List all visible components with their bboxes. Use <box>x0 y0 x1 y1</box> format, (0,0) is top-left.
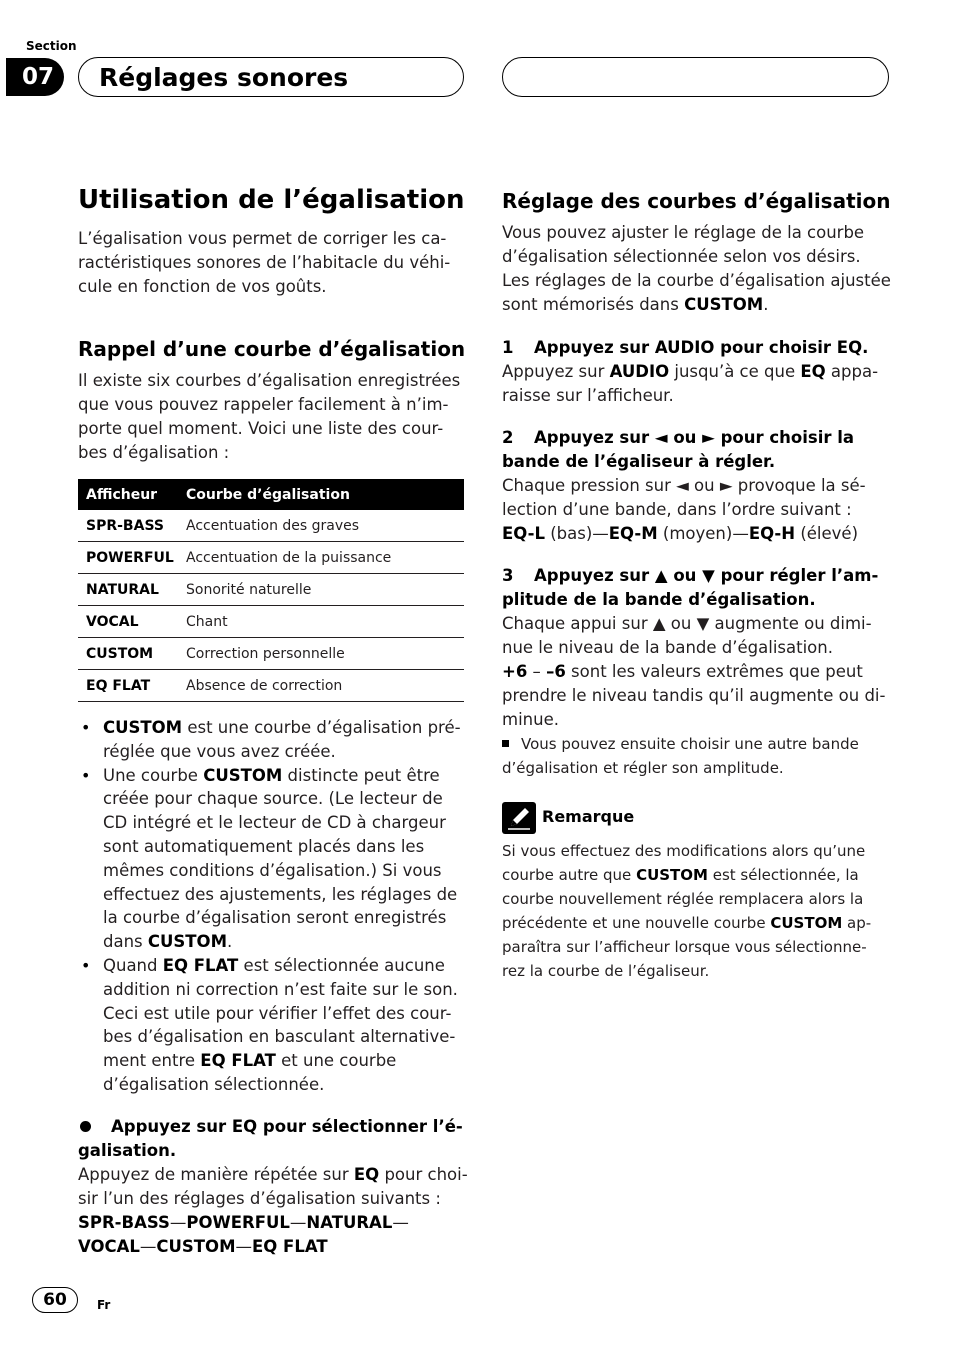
adjust-intro <box>502 221 890 317</box>
eq-select-step <box>78 1115 464 1163</box>
eq-bullet-list <box>78 716 464 1097</box>
language-code: Fr <box>97 1298 111 1312</box>
table-cell-code: POWERFUL <box>78 542 178 574</box>
table-row <box>78 510 464 542</box>
list-item <box>78 716 464 764</box>
table-cell-description: Accentuation de la puissance <box>178 542 464 574</box>
table-cell-code: VOCAL <box>78 606 178 638</box>
remark-line: rez la courbe de l’égaliseur. <box>502 962 710 980</box>
recall-line: bes d’égalisation : <box>78 443 230 462</box>
bullet-line: sont automatiquement placés dans les <box>103 836 425 856</box>
step-3 <box>502 564 890 780</box>
bullet-line: Ceci est utile pour vérifier l’effet des cour- <box>103 1003 452 1023</box>
step-title-text: plitude de la bande d’égalisation. <box>502 590 816 609</box>
adjust-heading: Réglage des courbes d’égalisation <box>502 189 891 213</box>
recall-heading: Rappel d’une courbe d’égalisation <box>78 337 466 361</box>
step-2 <box>502 426 890 546</box>
step-title-line: galisation. <box>78 1141 177 1160</box>
table-header-row <box>78 479 464 510</box>
bullet-line: ment entre EQ FLAT et une courbe <box>103 1051 397 1071</box>
remark-line: Si vous effectuez des modifications alors qu’une <box>502 842 866 860</box>
bullet-line: mêmes conditions d’égalisation.) Si vous <box>103 860 442 880</box>
table-row <box>78 542 464 574</box>
intro-line: Vous pouvez ajuster le réglage de la courbe <box>502 223 865 242</box>
square-bullet-icon <box>502 740 509 747</box>
step-body-line: Chaque appui sur ▲ ou ▼ augmente ou dimi- <box>502 614 872 633</box>
bullet-line: dans CUSTOM. <box>103 932 233 952</box>
step-body-line: +6 – –6 sont les valeurs extrêmes que peut <box>502 662 863 681</box>
bullet-line: la courbe d’égalisation seront enregistrés <box>103 908 447 928</box>
intro-line: d’égalisation sélectionnée selon vos désirs. <box>502 247 861 266</box>
intro-line: Les réglages de la courbe d’égalisation ajustée <box>502 271 891 290</box>
step-body-line: minue. <box>502 710 559 729</box>
remark-title: Remarque <box>542 807 635 826</box>
step-note-line: Vous pouvez ensuite choisir une autre bande <box>502 732 890 756</box>
bullet-line: CD intégré et le lecteur de CD à chargeur <box>103 813 446 833</box>
table-row <box>78 638 464 670</box>
step-number: 3 <box>502 566 514 585</box>
recall-line: porte quel moment. Voici une liste des cour- <box>78 419 444 438</box>
remark-line: courbe nouvellement réglée remplacera alors la <box>502 890 864 908</box>
recall-paragraph <box>78 369 464 465</box>
step-title-text: bande de l’égaliseur à régler. <box>502 452 776 471</box>
table-cell-code: SPR-BASS <box>78 510 178 542</box>
step-title-text: Appuyez sur ◄ ou ► pour choisir la <box>534 428 855 447</box>
intro-paragraph <box>78 227 464 299</box>
table-cell-description: Correction personnelle <box>178 638 464 670</box>
bullet-line: réglée que vous avez créée. <box>103 741 336 761</box>
step-note <box>502 732 890 780</box>
table-cell-code: NATURAL <box>78 574 178 606</box>
eq-select-body <box>78 1163 468 1259</box>
table-cell-code: CUSTOM <box>78 638 178 670</box>
section-label: Section <box>26 39 77 53</box>
bullet-line: d’égalisation sélectionnée. <box>103 1074 325 1094</box>
table-cell-code: EQ FLAT <box>78 670 178 702</box>
step-body-line: sir l’un des réglages d’égalisation suivants : <box>78 1189 441 1208</box>
bullet-dot-icon <box>80 1121 91 1132</box>
step-title <box>502 426 890 474</box>
step-body <box>502 474 890 546</box>
step-title-text: Appuyez sur AUDIO pour choisir EQ. <box>534 338 869 357</box>
step-number: 1 <box>502 338 514 357</box>
pencil-note-icon <box>502 802 536 834</box>
remark-line: précédente et une nouvelle courbe CUSTOM ap- <box>502 914 872 932</box>
table-header-curve: Courbe d’égalisation <box>178 479 464 510</box>
remark-body <box>502 839 890 983</box>
bullet-line: effectuez des ajustements, les réglages de <box>103 884 458 904</box>
bullet-line: addition ni correction n’est faite sur le son. <box>103 979 458 999</box>
intro-line: cule en fonction de vos goûts. <box>78 277 327 296</box>
step-body-line: lection d’une bande, dans l’ordre suivant : <box>502 500 852 519</box>
table-row <box>78 574 464 606</box>
bullet-line: bes d’égalisation en basculant alternative- <box>103 1027 456 1047</box>
step-title <box>502 564 890 612</box>
step-body-line: SPR-BASS—POWERFUL—NATURAL— <box>78 1213 409 1232</box>
table-cell-description: Chant <box>178 606 464 638</box>
section-number-badge: 07 <box>6 58 64 96</box>
recall-line: que vous pouvez rappeler facilement à n’im- <box>78 395 449 414</box>
step-1 <box>502 336 890 408</box>
table-row <box>78 670 464 702</box>
bullet-line: créée pour chaque source. (Le lecteur de <box>103 789 443 809</box>
table-cell-description: Sonorité naturelle <box>178 574 464 606</box>
intro-line: L’égalisation vous permet de corriger les ca- <box>78 229 447 248</box>
step-body-line: VOCAL—CUSTOM—EQ FLAT <box>78 1237 328 1256</box>
step-title <box>502 336 890 360</box>
step-number: 2 <box>502 428 514 447</box>
table-header-display: Afficheur <box>78 479 178 510</box>
step-body-line: EQ-L (bas)—EQ-M (moyen)—EQ-H (élevé) <box>502 524 859 543</box>
step-body-line: Appuyez sur AUDIO jusqu’à ce que EQ appa- <box>502 362 879 381</box>
list-item <box>78 764 464 954</box>
step-title-line: Appuyez sur EQ pour sélectionner l’é- <box>111 1117 463 1136</box>
step-body-line: nue le niveau de la bande d’égalisation. <box>502 638 833 657</box>
step-title-text: Appuyez sur ▲ ou ▼ pour régler l’am- <box>534 566 879 585</box>
step-body-line: raisse sur l’afficheur. <box>502 386 674 405</box>
remark-line: paraîtra sur l’afficheur lorsque vous sélectionne- <box>502 938 867 956</box>
remark-line: courbe autre que CUSTOM est sélectionnée, la <box>502 866 859 884</box>
section-title-text: Réglages sonores <box>99 62 349 92</box>
section-title <box>78 57 464 97</box>
table-cell-description: Absence de correction <box>178 670 464 702</box>
step-body-line: Chaque pression sur ◄ ou ► provoque la sé- <box>502 476 866 495</box>
eq-curves-table <box>78 479 464 702</box>
bullet-line: • Une courbe CUSTOM distincte peut être <box>103 765 440 785</box>
table-cell-description: Accentuation des graves <box>178 510 464 542</box>
bullet-line: • Quand EQ FLAT est sélectionnée aucune <box>103 955 445 975</box>
list-item <box>78 954 464 1097</box>
step-note-line: d’égalisation et régler son amplitude. <box>502 759 784 777</box>
page-number: 60 <box>32 1287 78 1313</box>
step-body-line: Appuyez de manière répétée sur EQ pour choi- <box>78 1165 468 1184</box>
step-body <box>502 612 890 732</box>
intro-line: sont mémorisés dans CUSTOM. <box>502 295 769 314</box>
page-title: Utilisation de l’égalisation <box>78 185 465 215</box>
step-body <box>502 360 890 408</box>
intro-line: ractéristiques sonores de l’habitacle du véhi- <box>78 253 451 272</box>
step-body-line: prendre le niveau tandis qu’il augmente ou di- <box>502 686 886 705</box>
header-empty-box <box>502 57 889 97</box>
table-row <box>78 606 464 638</box>
recall-line: Il existe six courbes d’égalisation enregistrées <box>78 371 461 390</box>
bullet-line: • CUSTOM est une courbe d’égalisation pré- <box>103 718 461 737</box>
